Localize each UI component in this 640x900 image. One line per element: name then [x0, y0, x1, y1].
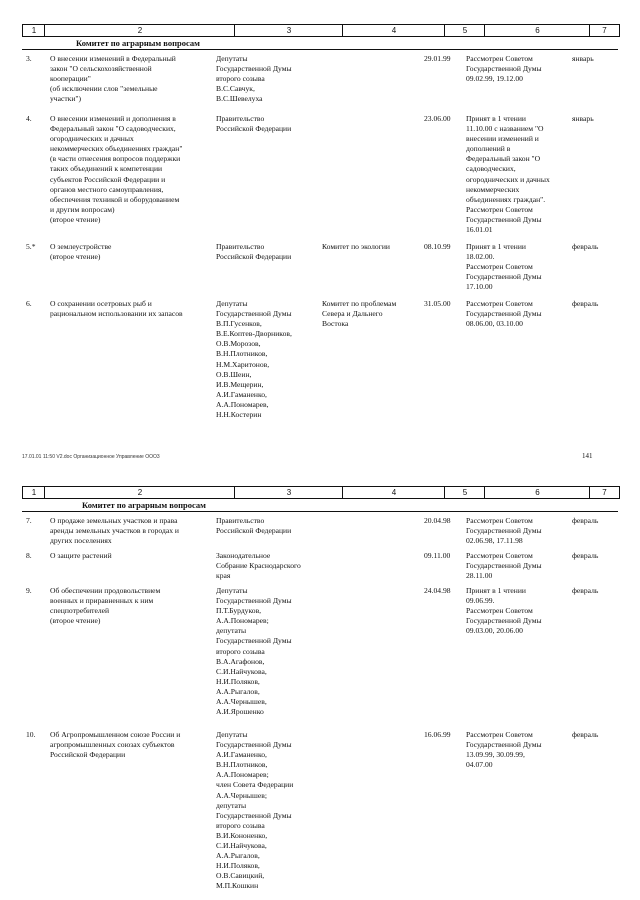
bill-title [50, 551, 212, 561]
status-note-line: объединениях граждан". [466, 194, 546, 204]
submission-date: 20.04.98 [424, 516, 451, 525]
status-note-line: 09.06.99. [466, 596, 495, 606]
bill-author-line: депутаты [216, 800, 247, 810]
bill-title-line: О внесении изменений в Федеральный [50, 54, 176, 63]
status-note-line: Государственной Думы [466, 309, 542, 319]
bill-title-line: Об Агропромышленном союзе России и [50, 730, 181, 739]
bill-title-line: обеспечения техникой и оборудованием [50, 194, 180, 204]
bill-author-line: депутаты [216, 626, 247, 636]
bill-title-line: органов местного самоуправления, [50, 184, 164, 194]
header-col-4: 4 [342, 486, 445, 499]
bill-title-line: О продаже земельных участков и права [50, 516, 178, 525]
header-col-4: 4 [342, 24, 445, 37]
bill-author-line: Депутаты [216, 299, 248, 308]
bill-author-line: Законодательное [216, 551, 271, 560]
status-note-line: Принят в 1 чтении [466, 114, 526, 123]
co-executor-line: Востока [322, 319, 349, 329]
header-col-1: 1 [22, 24, 45, 37]
status-note-line: 16.01.01 [466, 225, 493, 235]
bill-author-line: О.В.Савицкий, [216, 871, 265, 881]
committee-title: Комитет по аграрным вопросам [76, 38, 200, 48]
status-note-line: Рассмотрен Советом [466, 516, 533, 525]
bill-author-line: В.Н.Плотников, [216, 760, 268, 770]
submission-date: 09.11.00 [424, 551, 451, 560]
status-note-line: Рассмотрен Советом [466, 606, 533, 616]
status-note-line: Рассмотрен Советом [466, 730, 533, 739]
bill-author-line: Н.Н.Костерин [216, 410, 262, 420]
bill-title-line: некоммерческих объединениях граждан" [50, 144, 183, 154]
row-number: 7. [26, 516, 32, 525]
bill-title [50, 516, 212, 546]
bill-title-line: (второе чтение) [50, 214, 101, 224]
status-note-line: Рассмотрен Советом [466, 262, 533, 272]
co-executor [322, 242, 422, 252]
bill-author-line: В.Н.Плотников, [216, 349, 268, 359]
status-note-line: 18.02.00. [466, 252, 495, 262]
row-number: 4. [26, 114, 32, 123]
bill-title-line: О землеустройстве [50, 242, 112, 251]
bill-author-line: Российской Федерации [216, 526, 292, 536]
bill-author-line: В.Е.Коптев-Дворников, [216, 329, 292, 339]
bill-author-line: А.А.Чернышев; [216, 790, 267, 800]
bill-author-line: А.А.Чернышев, [216, 697, 267, 707]
status-note-line: Государственной Думы [466, 740, 542, 750]
status-note [466, 54, 570, 84]
submission-date: 24.04.98 [424, 586, 451, 595]
header-col-7: 7 [589, 486, 620, 499]
status-note-line: Государственной Думы [466, 64, 542, 74]
bill-title-line: кооперации" [50, 74, 91, 84]
status-note-line: садоводческих, [466, 164, 516, 174]
header-col-7: 7 [589, 24, 620, 37]
bill-title-line: спецпотребителей [50, 606, 110, 616]
status-note-line: 04.07.00 [466, 760, 493, 770]
status-note-line: 02.06.98, 17.11.98 [466, 536, 523, 546]
bill-author-line: А.И.Ярошенко [216, 707, 264, 717]
bill-author-line: второго созыва [216, 646, 265, 656]
planned-month: февраль [572, 551, 599, 560]
committee-title: Комитет по аграрным вопросам [82, 500, 206, 510]
bill-author-line: Н.И.Поляков, [216, 861, 260, 871]
status-note-line: Рассмотрен Советом [466, 204, 533, 214]
bill-author-line: Государственной Думы [216, 810, 292, 820]
bill-author-line: Депутаты [216, 730, 248, 739]
bill-author [216, 54, 320, 104]
bill-title-line: участки") [50, 94, 82, 104]
bill-title-line: аренды земельных участков в городах и [50, 526, 179, 536]
planned-month: февраль [572, 242, 599, 251]
bill-title-line: (второе чтение) [50, 616, 101, 626]
bill-title-line: агропромышленных союзах субъектов [50, 740, 175, 750]
status-note [466, 242, 570, 292]
bill-author-line: А.А.Пономарев; [216, 770, 269, 780]
row-number: 10. [26, 730, 36, 739]
status-note-line: 13.09.99, 30.09.99, [466, 750, 525, 760]
status-note-line: 09.02.99, 19.12.00 [466, 74, 523, 84]
bill-title-line: и другим вопросам) [50, 204, 115, 214]
header-col-6: 6 [484, 24, 590, 37]
bill-author-line: А.А.Рыгалов, [216, 686, 260, 696]
table-header [22, 24, 618, 36]
bill-author-line: П.Т.Бурдуков, [216, 606, 262, 616]
bill-author-line: Государственной Думы [216, 596, 292, 606]
status-note [466, 586, 570, 636]
bill-author-line: Депутаты [216, 586, 248, 595]
document-page-2 [0, 486, 640, 900]
co-executor [322, 299, 422, 329]
bill-author-line: Государственной Думы [216, 636, 292, 646]
bill-author [216, 114, 320, 134]
header-col-2: 2 [44, 24, 235, 37]
bill-author-line: края [216, 571, 231, 581]
row-number: 9. [26, 586, 32, 595]
bill-title-line: других поселениях [50, 536, 112, 546]
bill-title-line: О внесении изменений и дополнения в [50, 114, 176, 123]
bill-author [216, 551, 320, 581]
bill-author-line: Правительство [216, 516, 265, 525]
planned-month: январь [572, 54, 594, 63]
bill-title [50, 299, 212, 319]
bill-author-line: А.А.Рыгалов, [216, 851, 260, 861]
submission-date: 29.01.99 [424, 54, 451, 63]
bill-author-line: В.С.Савчук, [216, 84, 255, 94]
bill-author [216, 730, 320, 892]
bill-title-line: О сохранении осетровых рыб и [50, 299, 152, 308]
status-note [466, 551, 570, 581]
planned-month: февраль [572, 586, 599, 595]
page-number: 141 [582, 452, 593, 460]
bill-author-line: второго созыва [216, 74, 265, 84]
bill-author-line: М.П.Кошкин [216, 881, 259, 891]
bill-title-line: О защите растений [50, 551, 112, 560]
submission-date: 08.10.99 [424, 242, 451, 251]
status-note-line: дополнений в [466, 144, 511, 154]
row-number: 8. [26, 551, 32, 560]
bill-author-line: Собрание Краснодарского [216, 561, 301, 571]
bill-author-line: В.П.Гусенков, [216, 319, 262, 329]
co-executor-line: Севера и Дальнего [322, 309, 383, 319]
bill-author-line: второго созыва [216, 820, 265, 830]
status-note-line: внесении изменений и [466, 134, 539, 144]
status-note-line: Рассмотрен Советом [466, 54, 533, 63]
row-number: 5.* [26, 242, 36, 251]
status-note [466, 299, 570, 329]
status-note-line: Рассмотрен Советом [466, 551, 533, 560]
bill-author-line: В.А.Агафонов, [216, 656, 265, 666]
bill-title-line: (в части отнесения вопросов поддержки [50, 154, 181, 164]
bill-author-line: член Совета Федерации [216, 780, 294, 790]
status-note-line: Государственной Думы [466, 526, 542, 536]
status-note [466, 730, 570, 770]
header-col-5: 5 [444, 486, 485, 499]
header-col-2: 2 [44, 486, 235, 499]
status-note-line: 08.06.00, 03.10.00 [466, 319, 523, 329]
bill-author-line: С.И.Найчукова, [216, 841, 267, 851]
status-note-line: 11.10.00 с названием "О [466, 124, 544, 134]
status-note-line: Принят в 1 чтении [466, 586, 526, 595]
status-note-line: 17.10.00 [466, 282, 493, 292]
bill-author-line: А.А.Пономарев; [216, 616, 269, 626]
submission-date: 16.06.99 [424, 730, 451, 739]
status-note [466, 114, 570, 235]
bill-author-line: А.А.Пономарев, [216, 399, 269, 409]
bill-author-line: В.С.Шевелуха [216, 94, 263, 104]
bill-title [50, 586, 212, 626]
status-note-line: Рассмотрен Советом [466, 299, 533, 308]
status-note-line: Государственной Думы [466, 616, 542, 626]
status-note-line: огороднических и дачных [466, 174, 550, 184]
bill-author-line: Российской Федерации [216, 252, 292, 262]
bill-author-line: Государственной Думы [216, 64, 292, 74]
planned-month: февраль [572, 516, 599, 525]
header-col-3: 3 [234, 24, 343, 37]
bill-title-line: военных и приравненных к ним [50, 596, 154, 606]
status-note-line: 28.11.00 [466, 571, 493, 581]
bill-title-line: (второе чтение) [50, 252, 101, 262]
table-header [22, 486, 618, 498]
status-note-line: некоммерческих [466, 184, 520, 194]
footer-text: 17.01.01 11:50 V2.doc Организационное Управление ООО3 [22, 454, 160, 460]
bill-author [216, 586, 320, 717]
bill-author [216, 299, 320, 420]
status-note-line: Принят в 1 чтении [466, 242, 526, 251]
bill-title-line: Об обеспечении продовольствием [50, 586, 161, 595]
bill-author-line: Государственной Думы [216, 309, 292, 319]
divider [22, 49, 618, 50]
bill-title [50, 730, 212, 760]
bill-title-line: субъектов Российской Федерации и [50, 174, 166, 184]
bill-title-line: Федеральный закон "О садоводческих, [50, 124, 176, 134]
bill-author-line: Н.М.Харитонов, [216, 359, 270, 369]
planned-month: февраль [572, 299, 599, 308]
bill-title-line: рациональном использовании их запасов [50, 309, 183, 319]
bill-title-line: Российской Федерации [50, 750, 126, 760]
bill-author-line: О.В.Морозов, [216, 339, 261, 349]
bill-title [50, 114, 212, 225]
status-note-line: Государственной Думы [466, 561, 542, 571]
bill-title-line: закон "О сельскохозяйственной [50, 64, 152, 74]
divider [22, 511, 618, 512]
bill-author [216, 516, 320, 536]
status-note-line: 09.03.00, 20.06.00 [466, 626, 523, 636]
status-note-line: Государственной Думы [466, 214, 542, 224]
bill-title [50, 54, 212, 104]
status-note-line: Федеральный закон "О [466, 154, 541, 164]
header-col-1: 1 [22, 486, 45, 499]
bill-author-line: В.И.Кононенко, [216, 830, 268, 840]
bill-author [216, 242, 320, 262]
status-note [466, 516, 570, 546]
planned-month: февраль [572, 730, 599, 739]
bill-title-line: таких объединений к компетенции [50, 164, 163, 174]
bill-title-line: огороднических и дачных [50, 134, 134, 144]
header-col-5: 5 [444, 24, 485, 37]
status-note-line: Государственной Думы [466, 272, 542, 282]
bill-author-line: Российской Федерации [216, 124, 292, 134]
bill-author-line: Депутаты [216, 54, 248, 63]
bill-author-line: А.И.Гаманенко, [216, 389, 267, 399]
bill-title-line: (об исключении слов "земельные [50, 84, 158, 94]
bill-author-line: Правительство [216, 114, 265, 123]
co-executor-line: Комитет по экологии [322, 242, 390, 251]
submission-date: 23.06.00 [424, 114, 451, 123]
row-number: 6. [26, 299, 32, 308]
bill-author-line: А.И.Гаманенко, [216, 750, 267, 760]
row-number: 3. [26, 54, 32, 63]
bill-author-line: О.В.Шеин, [216, 369, 252, 379]
bill-author-line: Н.И.Поляков, [216, 676, 260, 686]
header-col-3: 3 [234, 486, 343, 499]
bill-author-line: С.И.Найчукова, [216, 666, 267, 676]
document-page-1 [0, 24, 640, 460]
header-col-6: 6 [484, 486, 590, 499]
bill-title [50, 242, 212, 262]
bill-author-line: И.В.Мещерин, [216, 379, 264, 389]
submission-date: 31.05.00 [424, 299, 451, 308]
bill-author-line: Государственной Думы [216, 740, 292, 750]
bill-author-line: Правительство [216, 242, 265, 251]
co-executor-line: Комитет по проблемам [322, 299, 397, 308]
planned-month: январь [572, 114, 594, 123]
